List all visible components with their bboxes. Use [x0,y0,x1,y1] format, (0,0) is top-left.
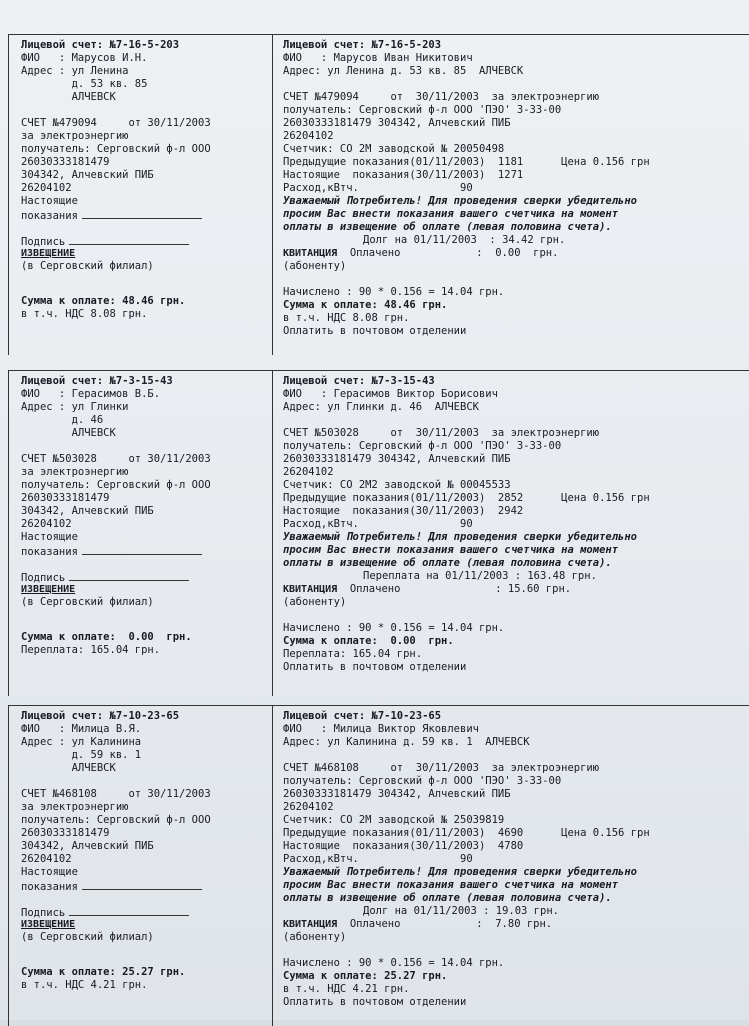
receipt-notice-line-2: просим Вас внести показания вашего счетчика на момент [283,879,619,891]
receipt-sum: Сумма к оплате: 0.00 грн. [283,635,454,647]
receipt-address: Адрес: ул Ленина д. 53 кв. 85 АЛЧЕВСК [283,65,524,77]
receipt-type-label: КВИТАНЦИЯ [283,248,338,259]
stub-bill: СЧЕТ №503028 от 30/11/2003 [21,453,211,465]
receipt-usage: Расход,кВтч. 90 [283,518,473,530]
stub-bank: 304342, Алчевский ПИБ [21,505,154,517]
receipt-bank-account: 26030333181479 304342, Алчевский ПИБ [283,788,511,800]
receipt-sum: Сумма к оплате: 48.46 грн. [283,299,448,311]
notice-receipt [273,35,749,355]
stub-branch: (в Серговский филиал) [21,260,154,272]
receipt-bill: СЧЕТ №468108 от 30/11/2003 за электроэнергию [283,762,600,774]
stub-bill: СЧЕТ №479094 от 30/11/2003 [21,117,211,129]
signature-blank-line [69,570,189,581]
stub-fio: ФИО : Герасимов В.Б. [21,388,161,400]
stub-recipient: получатель: Серговский ф-л ООО [21,814,211,826]
stub-readings-label: Настоящие [21,531,78,543]
signature-blank-line [69,905,189,916]
stub-sum: Сумма к оплате: 48.46 грн. [21,295,186,307]
receipt-sum: Сумма к оплате: 25.27 грн. [283,970,448,982]
receipt-recipient: получатель: Серговский ф-л ООО 'ПЭО' 3-33-00 [283,440,562,452]
payment-notice [8,370,749,696]
stub-address-city: АЛЧЕВСК [21,91,116,103]
receipt-extra: в т.ч. НДС 4.21 грн. [283,983,410,995]
stub-sum: Сумма к оплате: 25.27 грн. [21,966,186,978]
receipt-bank-code: 26204102 [283,801,334,813]
stub-readings-label: Настоящие [21,866,78,878]
stub-signature-label: Подпись [21,907,66,918]
stub-readings-field [21,208,262,221]
stub-signature-field [21,234,262,247]
stub-type-label: ИЗВЕЩЕНИЕ [21,584,76,595]
stub-recipient: получатель: Серговский ф-л ООО [21,143,211,155]
stub-extra: в т.ч. НДС 8.08 грн. [21,308,148,320]
stub-bill: СЧЕТ №468108 от 30/11/2003 [21,788,211,800]
readings-blank-line [82,544,202,555]
stub-branch: (в Серговский филиал) [21,931,154,943]
receipt-notice-line-3: оплаты в извещение об оплате (левая половина счета). [283,892,612,904]
receipt-fio: ФИО : Милица Виктор Яковлевич [283,723,479,735]
stub-readings-label-2: показания [21,881,78,892]
receipt-paid-row [283,918,741,931]
receipt-bank-account: 26030333181479 304342, Алчевский ПИБ [283,453,511,465]
stub-account: Лицевой счет: №7-10-23-65 [21,710,180,722]
stub-bank-code: 26204102 [21,853,72,865]
receipt-address: Адрес: ул Калинина д. 59 кв. 1 АЛЧЕВСК [283,736,530,748]
stub-readings-label-2: показания [21,210,78,221]
stub-signature-label: Подпись [21,236,66,247]
stub-type-label: ИЗВЕЩЕНИЕ [21,248,76,259]
receipt-recipient: получатель: Серговский ф-л ООО 'ПЭО' 3-33-00 [283,104,562,116]
notice-stub [8,371,273,696]
stub-bank-account: 26030333181479 [21,827,110,839]
receipt-prev-reading: Предыдущие показания(01/11/2003) 2852 Цена 0.156 грн [283,492,650,504]
receipt-address: Адрес: ул Глинки д. 46 АЛЧЕВСК [283,401,479,413]
receipt-charged: Начислено : 90 * 0.156 = 14.04 грн. [283,957,505,969]
receipt-notice-line-3: оплаты в извещение об оплате (левая половина счета). [283,221,612,233]
receipt-usage: Расход,кВтч. 90 [283,182,473,194]
receipt-meter: Счетчик: СО 2М заводской № 20050498 [283,143,505,155]
stub-account: Лицевой счет: №7-16-5-203 [21,39,180,51]
receipt-bill: СЧЕТ №503028 от 30/11/2003 за электроэнергию [283,427,600,439]
stub-readings-label-2: показания [21,546,78,557]
readings-blank-line [82,208,202,219]
receipt-meter: Счетчик: СО 2М2 заводской № 00045533 [283,479,511,491]
receipt-prev-reading: Предыдущие показания(01/11/2003) 1181 Цена 0.156 грн [283,156,650,168]
receipt-meter: Счетчик: СО 2М заводской № 25039819 [283,814,505,826]
stub-fio: ФИО : Милица В.Я. [21,723,142,735]
stub-address-city: АЛЧЕВСК [21,427,116,439]
receipt-post: Оплатить в почтовом отделении [283,996,467,1008]
notice-receipt [273,706,749,1026]
stub-readings-field [21,544,262,557]
stub-address: Адрес : ул Глинки [21,401,129,413]
stub-address-house: д. 53 кв. 85 [21,78,148,90]
receipt-charged: Начислено : 90 * 0.156 = 14.04 грн. [283,622,505,634]
receipt-recipient: получатель: Серговский ф-л ООО 'ПЭО' 3-33-00 [283,775,562,787]
stub-bill-for: за электроэнергию [21,466,129,478]
receipt-account: Лицевой счет: №7-10-23-65 [283,710,442,722]
stub-bank-account: 26030333181479 [21,492,110,504]
receipt-bill: СЧЕТ №479094 от 30/11/2003 за электроэнергию [283,91,600,103]
notice-stub [8,706,273,1026]
stub-fio: ФИО : Марусов И.Н. [21,52,148,64]
receipt-paid: Оплачено : 0.00 грн. [349,247,559,259]
stub-readings-label: Настоящие [21,195,78,207]
receipt-paid-row [283,583,741,596]
stub-signature-label: Подпись [21,572,66,583]
stub-extra: Переплата: 165.04 грн. [21,644,161,656]
receipt-extra: в т.ч. НДС 8.08 грн. [283,312,410,324]
receipt-fio: ФИО : Марусов Иван Никитович [283,52,473,64]
receipt-notice-line-2: просим Вас внести показания вашего счетчика на момент [283,208,619,220]
stub-extra: в т.ч. НДС 4.21 грн. [21,979,148,991]
notice-receipt [273,371,749,696]
stub-address: Адрес : ул Калинина [21,736,142,748]
receipt-recipient-note: (абоненту) [283,260,347,272]
receipt-bank-account: 26030333181479 304342, Алчевский ПИБ [283,117,511,129]
receipt-debt: Переплата на 01/11/2003 : 163.48 грн. [363,570,597,582]
stub-branch: (в Серговский филиал) [21,596,154,608]
receipt-bank-code: 26204102 [283,466,334,478]
receipt-debt: Долг на 01/11/2003 : 19.03 грн. [363,905,559,917]
receipt-curr-reading: Настоящие показания(30/11/2003) 2942 [283,505,524,517]
receipt-extra: Переплата: 165.04 грн. [283,648,423,660]
receipt-curr-reading: Настоящие показания(30/11/2003) 1271 [283,169,524,181]
stub-bank: 304342, Алчевский ПИБ [21,840,154,852]
stub-bank: 304342, Алчевский ПИБ [21,169,154,181]
receipt-notice-line-1: Уважаемый Потребитель! Для проведения сверки убедительно [283,195,638,207]
receipt-curr-reading: Настоящие показания(30/11/2003) 4780 [283,840,524,852]
payment-notice [8,705,749,1026]
stub-readings-field [21,879,262,892]
receipt-notice-line-1: Уважаемый Потребитель! Для проведения сверки убедительно [283,866,638,878]
stub-address-city: АЛЧЕВСК [21,762,116,774]
stub-signature-field [21,570,262,583]
receipt-bank-code: 26204102 [283,130,334,142]
receipt-recipient-note: (абоненту) [283,931,347,943]
receipt-usage: Расход,кВтч. 90 [283,853,473,865]
notice-stub [8,35,273,355]
receipt-notice-line-3: оплаты в извещение об оплате (левая половина счета). [283,557,612,569]
stub-signature-field [21,905,262,918]
stub-bank-code: 26204102 [21,518,72,530]
readings-blank-line [82,879,202,890]
receipt-post: Оплатить в почтовом отделении [283,325,467,337]
stub-address: Адрес : ул Ленина [21,65,129,77]
stub-bank-code: 26204102 [21,182,72,194]
stub-type-label: ИЗВЕЩЕНИЕ [21,919,76,930]
receipt-post: Оплатить в почтовом отделении [283,661,467,673]
stub-address-house: д. 46 [21,414,104,426]
receipt-fio: ФИО : Герасимов Виктор Борисович [283,388,498,400]
receipt-notice-line-2: просим Вас внести показания вашего счетчика на момент [283,544,619,556]
stub-bill-for: за электроэнергию [21,801,129,813]
stub-bill-for: за электроэнергию [21,130,129,142]
receipt-debt: Долг на 01/11/2003 : 34.42 грн. [363,234,566,246]
receipt-paid: Оплачено : 15.60 грн. [349,583,572,595]
receipt-prev-reading: Предыдущие показания(01/11/2003) 4690 Цена 0.156 грн [283,827,650,839]
receipt-type-label: КВИТАНЦИЯ [283,584,338,595]
receipt-charged: Начислено : 90 * 0.156 = 14.04 грн. [283,286,505,298]
stub-sum: Сумма к оплате: 0.00 грн. [21,631,192,643]
receipt-type-label: КВИТАНЦИЯ [283,919,338,930]
stub-recipient: получатель: Серговский ф-л ООО [21,479,211,491]
stub-address-house: д. 59 кв. 1 [21,749,142,761]
receipt-recipient-note: (абоненту) [283,596,347,608]
payment-notice [8,34,749,355]
receipt-paid-row [283,247,741,260]
receipt-notice-line-1: Уважаемый Потребитель! Для проведения сверки убедительно [283,531,638,543]
signature-blank-line [69,234,189,245]
stub-bank-account: 26030333181479 [21,156,110,168]
receipt-account: Лицевой счет: №7-16-5-203 [283,39,442,51]
receipt-account: Лицевой счет: №7-3-15-43 [283,375,435,387]
receipt-paid: Оплачено : 7.80 грн. [349,918,553,930]
stub-account: Лицевой счет: №7-3-15-43 [21,375,173,387]
